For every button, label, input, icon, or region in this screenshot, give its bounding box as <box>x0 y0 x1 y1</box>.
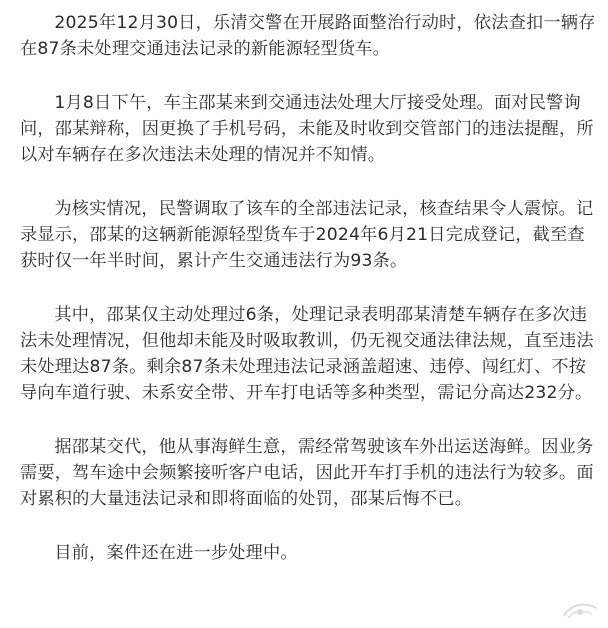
watermark-logo-icon <box>560 598 600 624</box>
paragraph-1: 2025年12月30日，乐清交警在开展路面整治行动时，依法查扣一辆存在87条未处理交通违法记录的新能源轻型货车。 <box>20 13 596 59</box>
paragraph-4: 其中，邵某仅主动处理过6条，处理记录表明邵某清楚车辆存在多次违法未处理情况，但他却未能及时吸取教训，仍无视交通法律法规，直至违法未处理达87条。剩余87条未处理违法记录涵盖超速、违停、闯红灯、不按导向车道行驶、未系安全带、开车打电话等多种类型，需记分高达232分。 <box>20 305 594 403</box>
paragraph-2: 1月8日下午，车主邵某来到交通违法处理大厅接受处理。面对民警询问，邵某辩称，因更换了手机号码，未能及时收到交管部门的违法提醒，所以对车辆存在多次违法未处理的情况并不知情。 <box>20 93 594 165</box>
paragraph-6: 目前，案件还在进一步处理中。 <box>54 543 298 563</box>
paragraph-5: 据邵某交代，他从事海鲜生意，需经常驾驶该车外出运送海鲜。因业务需要，驾车途中会频繁接听客户电话，因此开车打手机的违法行为较多。面对累积的大量违法记录和即将面临的处罚，邵某后悔不已。 <box>20 437 594 509</box>
paragraph-3: 为核实情况，民警调取了该车的全部违法记录，核查结果令人震惊。记录显示，邵某的这辆新能源轻型货车于2024年6月21日完成登记，截至查获时仅一年半时间，累计产生交通违法行为93条。 <box>20 199 594 271</box>
article-body <box>20 10 596 566</box>
